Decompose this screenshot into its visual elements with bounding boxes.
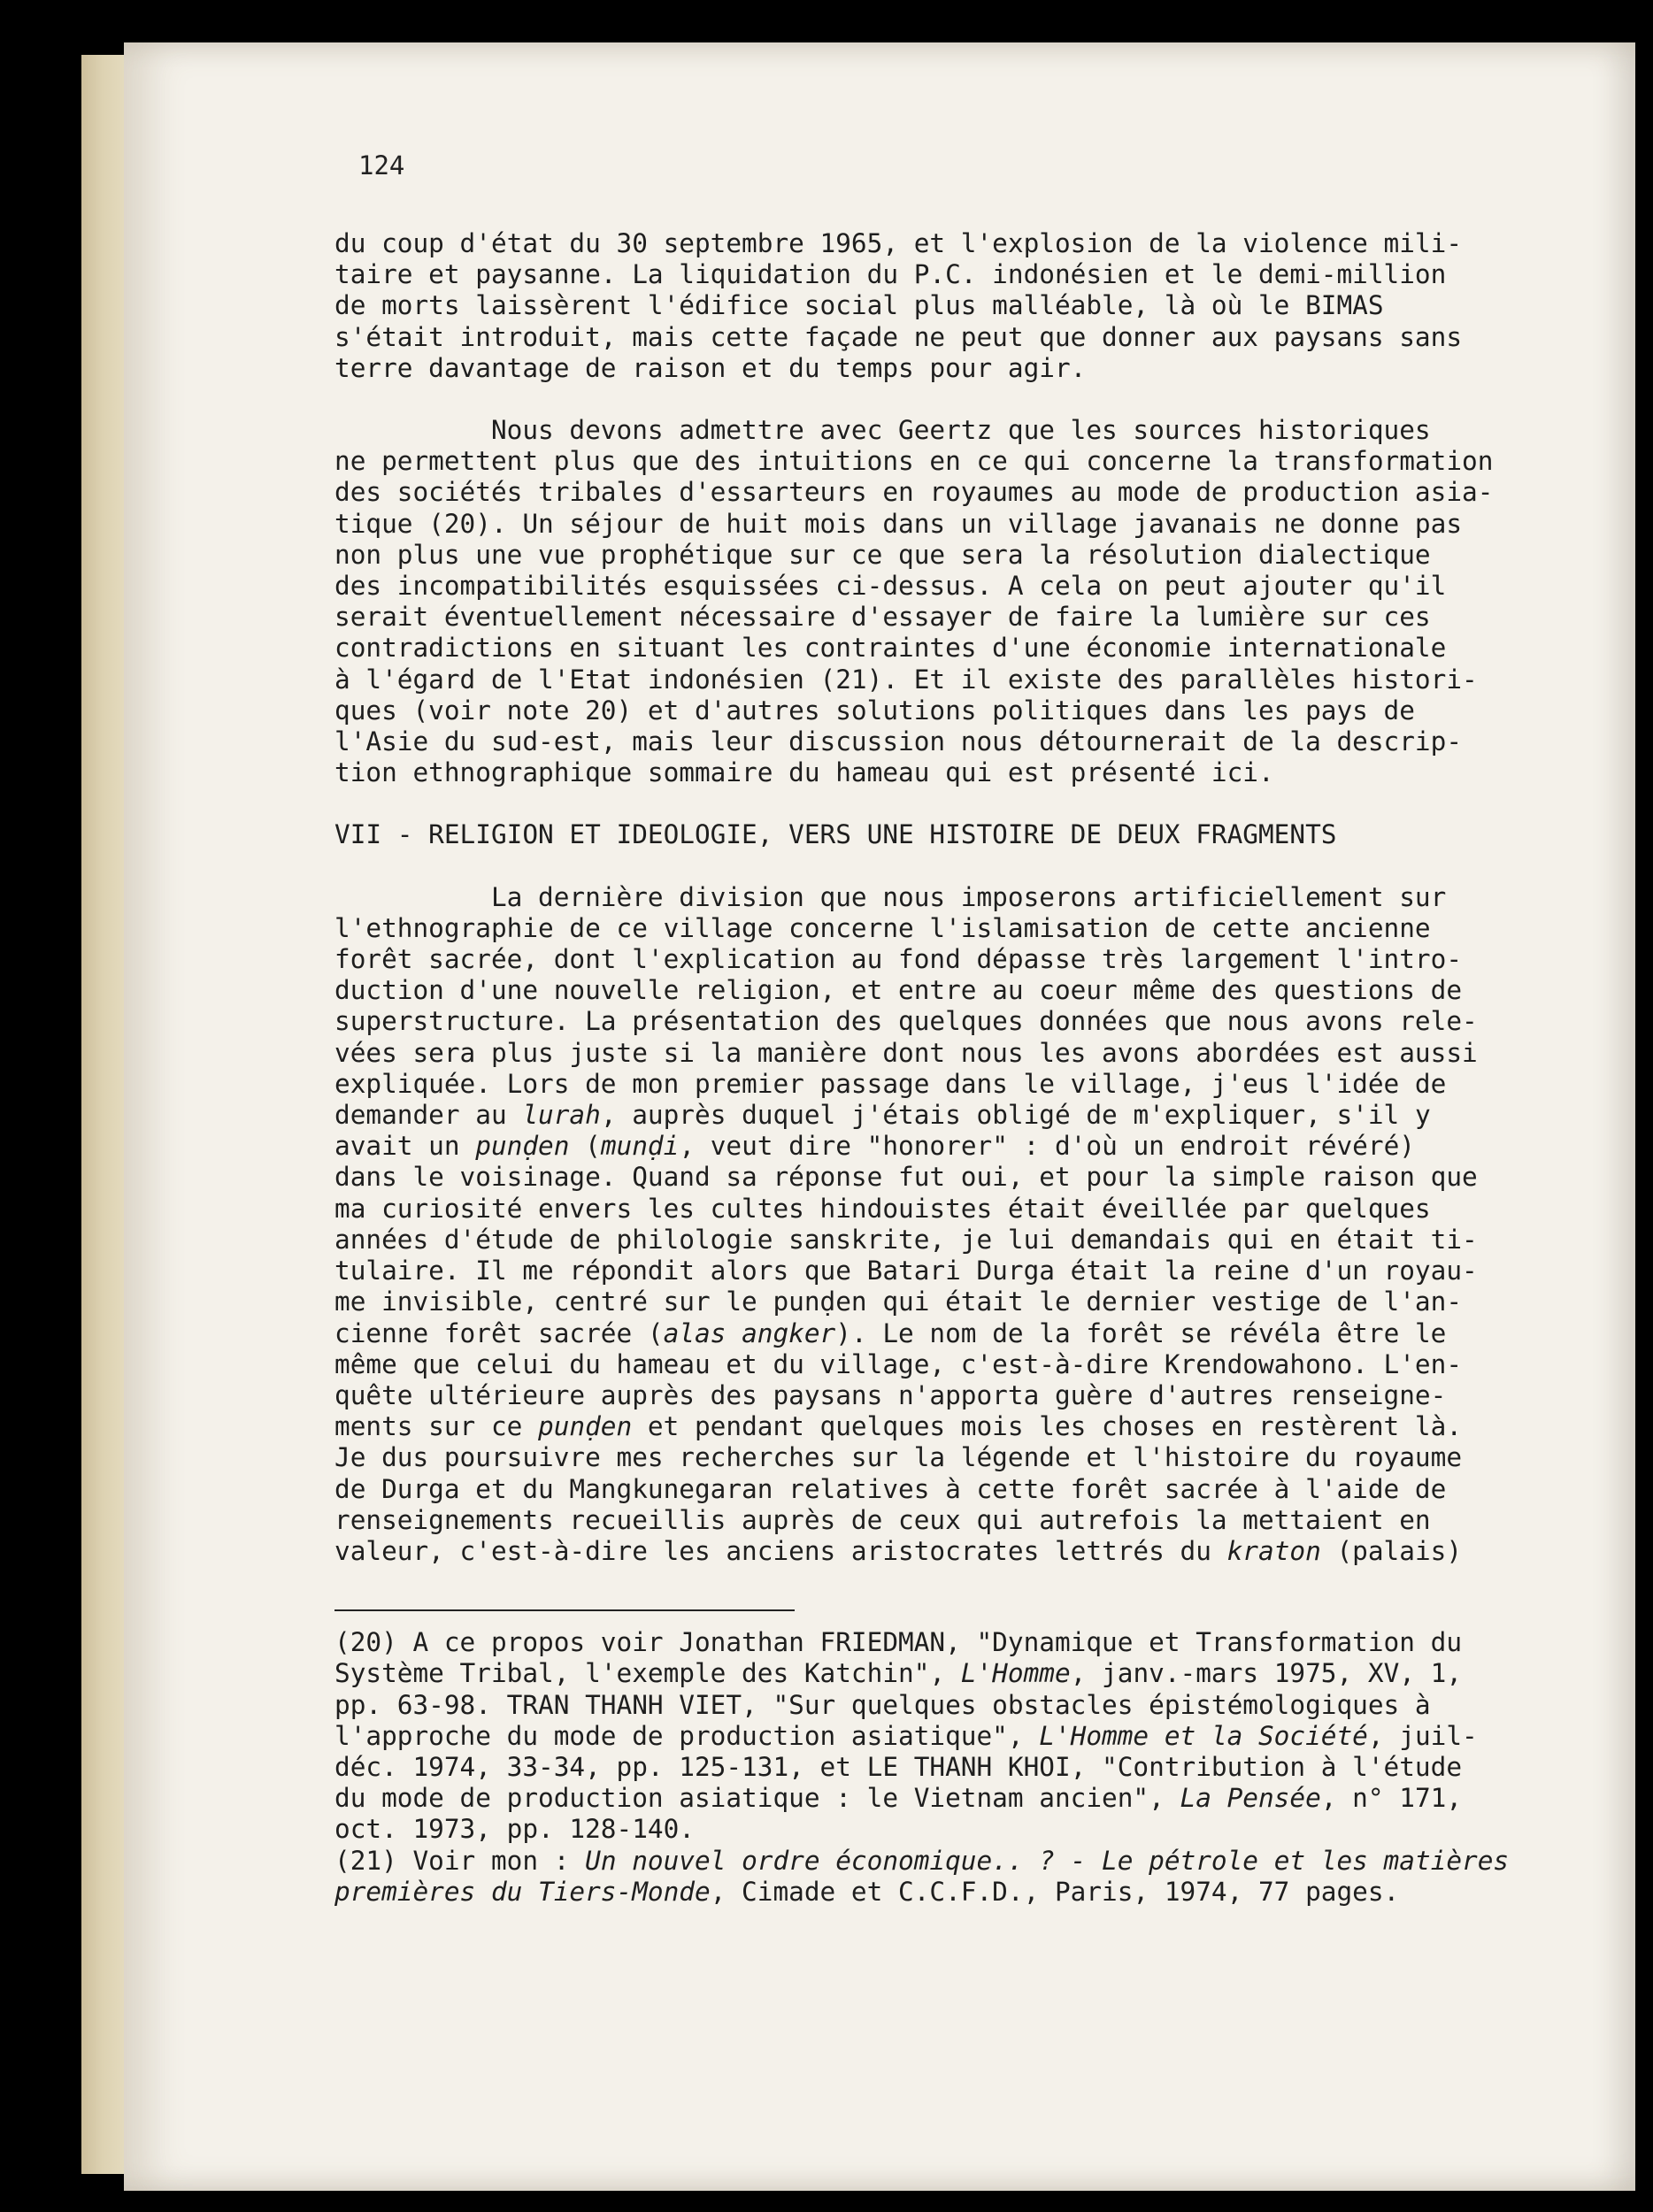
- text-segment: même que celui du hameau et du village, c'est-à-dire Krendowahono. L'en-: [334, 1348, 1463, 1379]
- text-line: [334, 944, 1485, 975]
- text-line: [334, 1225, 1485, 1256]
- page-number: 124: [358, 150, 405, 180]
- text-line: [334, 1658, 1485, 1689]
- text-segment: , veut dire "honorer" : d'où un endroit révéré): [679, 1131, 1415, 1162]
- text-line: [334, 1627, 1485, 1658]
- italic-text: alas angker: [663, 1317, 836, 1348]
- text-line: s'était introduit, mais cette façade ne peut que donner aux paysans sans: [334, 321, 1463, 352]
- text-segment: , n° 171,: [1320, 1783, 1463, 1814]
- text-line: [334, 1318, 1485, 1349]
- italic-text: L'Homme et la Société: [1039, 1720, 1368, 1751]
- text-line: [334, 1721, 1485, 1752]
- text-line: [334, 1162, 1485, 1193]
- text-line: tion ethnographique sommaire du hameau qui est présenté ici.: [334, 757, 1274, 788]
- text-line: de morts laissèrent l'édifice social plus malléable, là où le BIMAS: [334, 290, 1384, 321]
- text-segment: l'approche du mode de production asiatique",: [334, 1720, 1040, 1751]
- text-segment: Je dus poursuivre mes recherches sur la légende et l'histoire du royaume: [334, 1442, 1463, 1473]
- text-segment: me invisible, centré sur le punḍen qui était le dernier vestige de l'an-: [334, 1286, 1463, 1317]
- paragraph-1: [334, 228, 1485, 384]
- text-line: ne permettent plus que des intuitions en ce qui concerne la transformation: [334, 446, 1494, 477]
- text-segment: , auprès duquel j'étais obligé de m'expliquer, s'il y: [600, 1100, 1431, 1131]
- text-segment: (20) A ce propos voir Jonathan FRIEDMAN, "Dynamique et Transformation du: [334, 1627, 1463, 1658]
- text-segment: Système Tribal, l'exemple des Katchin",: [334, 1658, 961, 1689]
- text-segment: , juil-: [1367, 1720, 1478, 1751]
- italic-text: Un nouvel ordre économique.. ? - Le pétrole et les matières: [585, 1845, 1510, 1876]
- text-line: [334, 1069, 1485, 1100]
- text-segment: pp. 63-98. TRAN THANH VIET, "Sur quelques obstacles épistémologiques à: [334, 1689, 1431, 1720]
- text-segment: l'ethnographie de ce village concerne l'islamisation de cette ancienne: [334, 912, 1431, 943]
- text-line: du coup d'état du 30 septembre 1965, et l'explosion de la violence mili-: [334, 228, 1463, 258]
- text-segment: valeur, c'est-à-dire les anciens aristocrates lettrés du: [334, 1535, 1227, 1566]
- text-line: à l'égard de l'Etat indonésien (21). Et il existe des parallèles histori-: [334, 664, 1478, 695]
- paragraph-3: [334, 882, 1485, 1567]
- text-segment: , Cimade et C.C.F.D., Paris, 1974, 77 pages.: [710, 1876, 1400, 1907]
- text-segment: (palais): [1320, 1535, 1463, 1566]
- text-line: [334, 1380, 1485, 1411]
- text-line: [334, 1536, 1485, 1567]
- text-segment: forêt sacrée, dont l'explication au fond dépasse très largement l'intro-: [334, 944, 1463, 975]
- text-segment: ma curiosité envers les cultes hindouistes était éveillée par quelques: [334, 1193, 1431, 1224]
- text-line: [334, 1783, 1485, 1814]
- text-line: [334, 1100, 1485, 1131]
- text-line: [334, 1131, 1485, 1162]
- text-segment: du mode de production asiatique : le Vietnam ancien",: [334, 1783, 1180, 1814]
- italic-text: La Pensée: [1180, 1783, 1321, 1814]
- text-line: [334, 1474, 1485, 1505]
- italic-text: munḍi: [600, 1131, 680, 1162]
- text-segment: tulaire. Il me répondit alors que Batari Durga était la reine d'un royau-: [334, 1256, 1478, 1286]
- italic-text: L'Homme: [960, 1658, 1071, 1689]
- paragraph-2: [334, 415, 1494, 788]
- text-segment: cienne forêt sacrée (: [334, 1317, 664, 1348]
- text-line: [334, 1006, 1485, 1037]
- text-line: [334, 975, 1485, 1006]
- text-segment: , janv.-mars 1975, XV, 1,: [1070, 1658, 1463, 1689]
- text-segment: ). Le nom de la forêt se révéla être le: [835, 1317, 1447, 1348]
- text-segment: déc. 1974, 33-34, pp. 125-131, et LE THANH KHOI, "Contribution à l'étude: [334, 1751, 1463, 1782]
- text-line: [334, 1194, 1485, 1225]
- text-line: [334, 913, 1485, 944]
- text-line: des incompatibilités esquissées ci-dessus. A cela on peut ajouter qu'il: [334, 571, 1447, 602]
- text-line: [334, 1256, 1485, 1286]
- text-segment: années d'étude de philologie sanskrite, je lui demandais qui en était ti-: [334, 1224, 1478, 1255]
- text-line: [334, 1286, 1485, 1317]
- text-segment: vées sera plus juste si la manière dont nous les avons abordées est aussi: [334, 1037, 1478, 1068]
- text-line: [334, 1349, 1485, 1380]
- text-segment: ments sur ce: [334, 1411, 539, 1442]
- text-segment: renseignements recueillis auprès de ceux qui autrefois la mettaient en: [334, 1504, 1431, 1535]
- section-heading: VII - RELIGION ET IDEOLOGIE, VERS UNE HISTOIRE DE DEUX FRAGMENTS: [334, 819, 1337, 850]
- text-line: [334, 1752, 1485, 1783]
- text-line: [334, 1814, 1485, 1845]
- italic-text: kraton: [1226, 1535, 1321, 1566]
- text-segment: (21) Voir mon :: [334, 1845, 586, 1876]
- text-line: [334, 1690, 1485, 1721]
- text-line: tique (20). Un séjour de huit mois dans un village javanais ne donne pas: [334, 508, 1463, 539]
- text-line: [334, 882, 1485, 913]
- footnotes: [334, 1627, 1510, 1908]
- text-segment: avait un: [334, 1131, 476, 1162]
- text-segment: La dernière division que nous imposerons artificiellement sur: [334, 881, 1447, 912]
- text-segment: de Durga et du Mangkunegaran relatives à cette forêt sacrée à l'aide de: [334, 1473, 1447, 1504]
- footnote-rule: [334, 1609, 795, 1611]
- text-segment: quête ultérieure auprès des paysans n'apporta guère d'autres renseigne-: [334, 1379, 1447, 1410]
- text-line: [334, 1442, 1485, 1473]
- text-line: [334, 1877, 1485, 1908]
- text-segment: duction d'une nouvelle religion, et entre au coeur même des questions de: [334, 975, 1463, 1006]
- text-segment: demander au: [334, 1100, 523, 1131]
- page-content: [334, 228, 1510, 1908]
- text-line: [334, 1411, 1485, 1442]
- text-segment: et pendant quelques mois les choses en restèrent là.: [632, 1411, 1463, 1442]
- text-segment: superstructure. La présentation des quelques données que nous avons rele-: [334, 1006, 1478, 1037]
- text-line: non plus une vue prophétique sur ce que sera la résolution dialectique: [334, 539, 1431, 570]
- text-line: [334, 1845, 1510, 1877]
- text-line: serait éventuellement nécessaire d'essayer de faire la lumière sur ces: [334, 602, 1431, 633]
- italic-text: premières du Tiers-Monde: [334, 1876, 711, 1907]
- text-segment: expliquée. Lors de mon premier passage dans le village, j'eus l'idée de: [334, 1068, 1447, 1099]
- italic-text: punḍen: [475, 1131, 570, 1162]
- text-line: ques (voir note 20) et d'autres solutions politiques dans les pays de: [334, 695, 1415, 726]
- text-line: contradictions en situant les contraintes d'une économie internationale: [334, 633, 1447, 664]
- text-line: [334, 1038, 1485, 1069]
- italic-text: punḍen: [538, 1411, 633, 1442]
- text-segment: oct. 1973, pp. 128-140.: [334, 1814, 695, 1845]
- text-line: [334, 1505, 1485, 1536]
- text-segment: (: [569, 1131, 601, 1162]
- text-line: Nous devons admettre avec Geertz que les sources historiques: [334, 415, 1431, 446]
- text-segment: dans le voisinage. Quand sa réponse fut oui, et pour la simple raison que: [334, 1162, 1478, 1193]
- text-line: terre davantage de raison et du temps pour agir.: [334, 352, 1087, 383]
- text-line: des sociétés tribales d'essarteurs en royaumes au mode de production asia-: [334, 477, 1494, 508]
- italic-text: lurah: [522, 1100, 601, 1131]
- text-line: l'Asie du sud-est, mais leur discussion nous détournerait de la descrip-: [334, 726, 1463, 757]
- text-line: taire et paysanne. La liquidation du P.C. indonésien et le demi-million: [334, 259, 1447, 290]
